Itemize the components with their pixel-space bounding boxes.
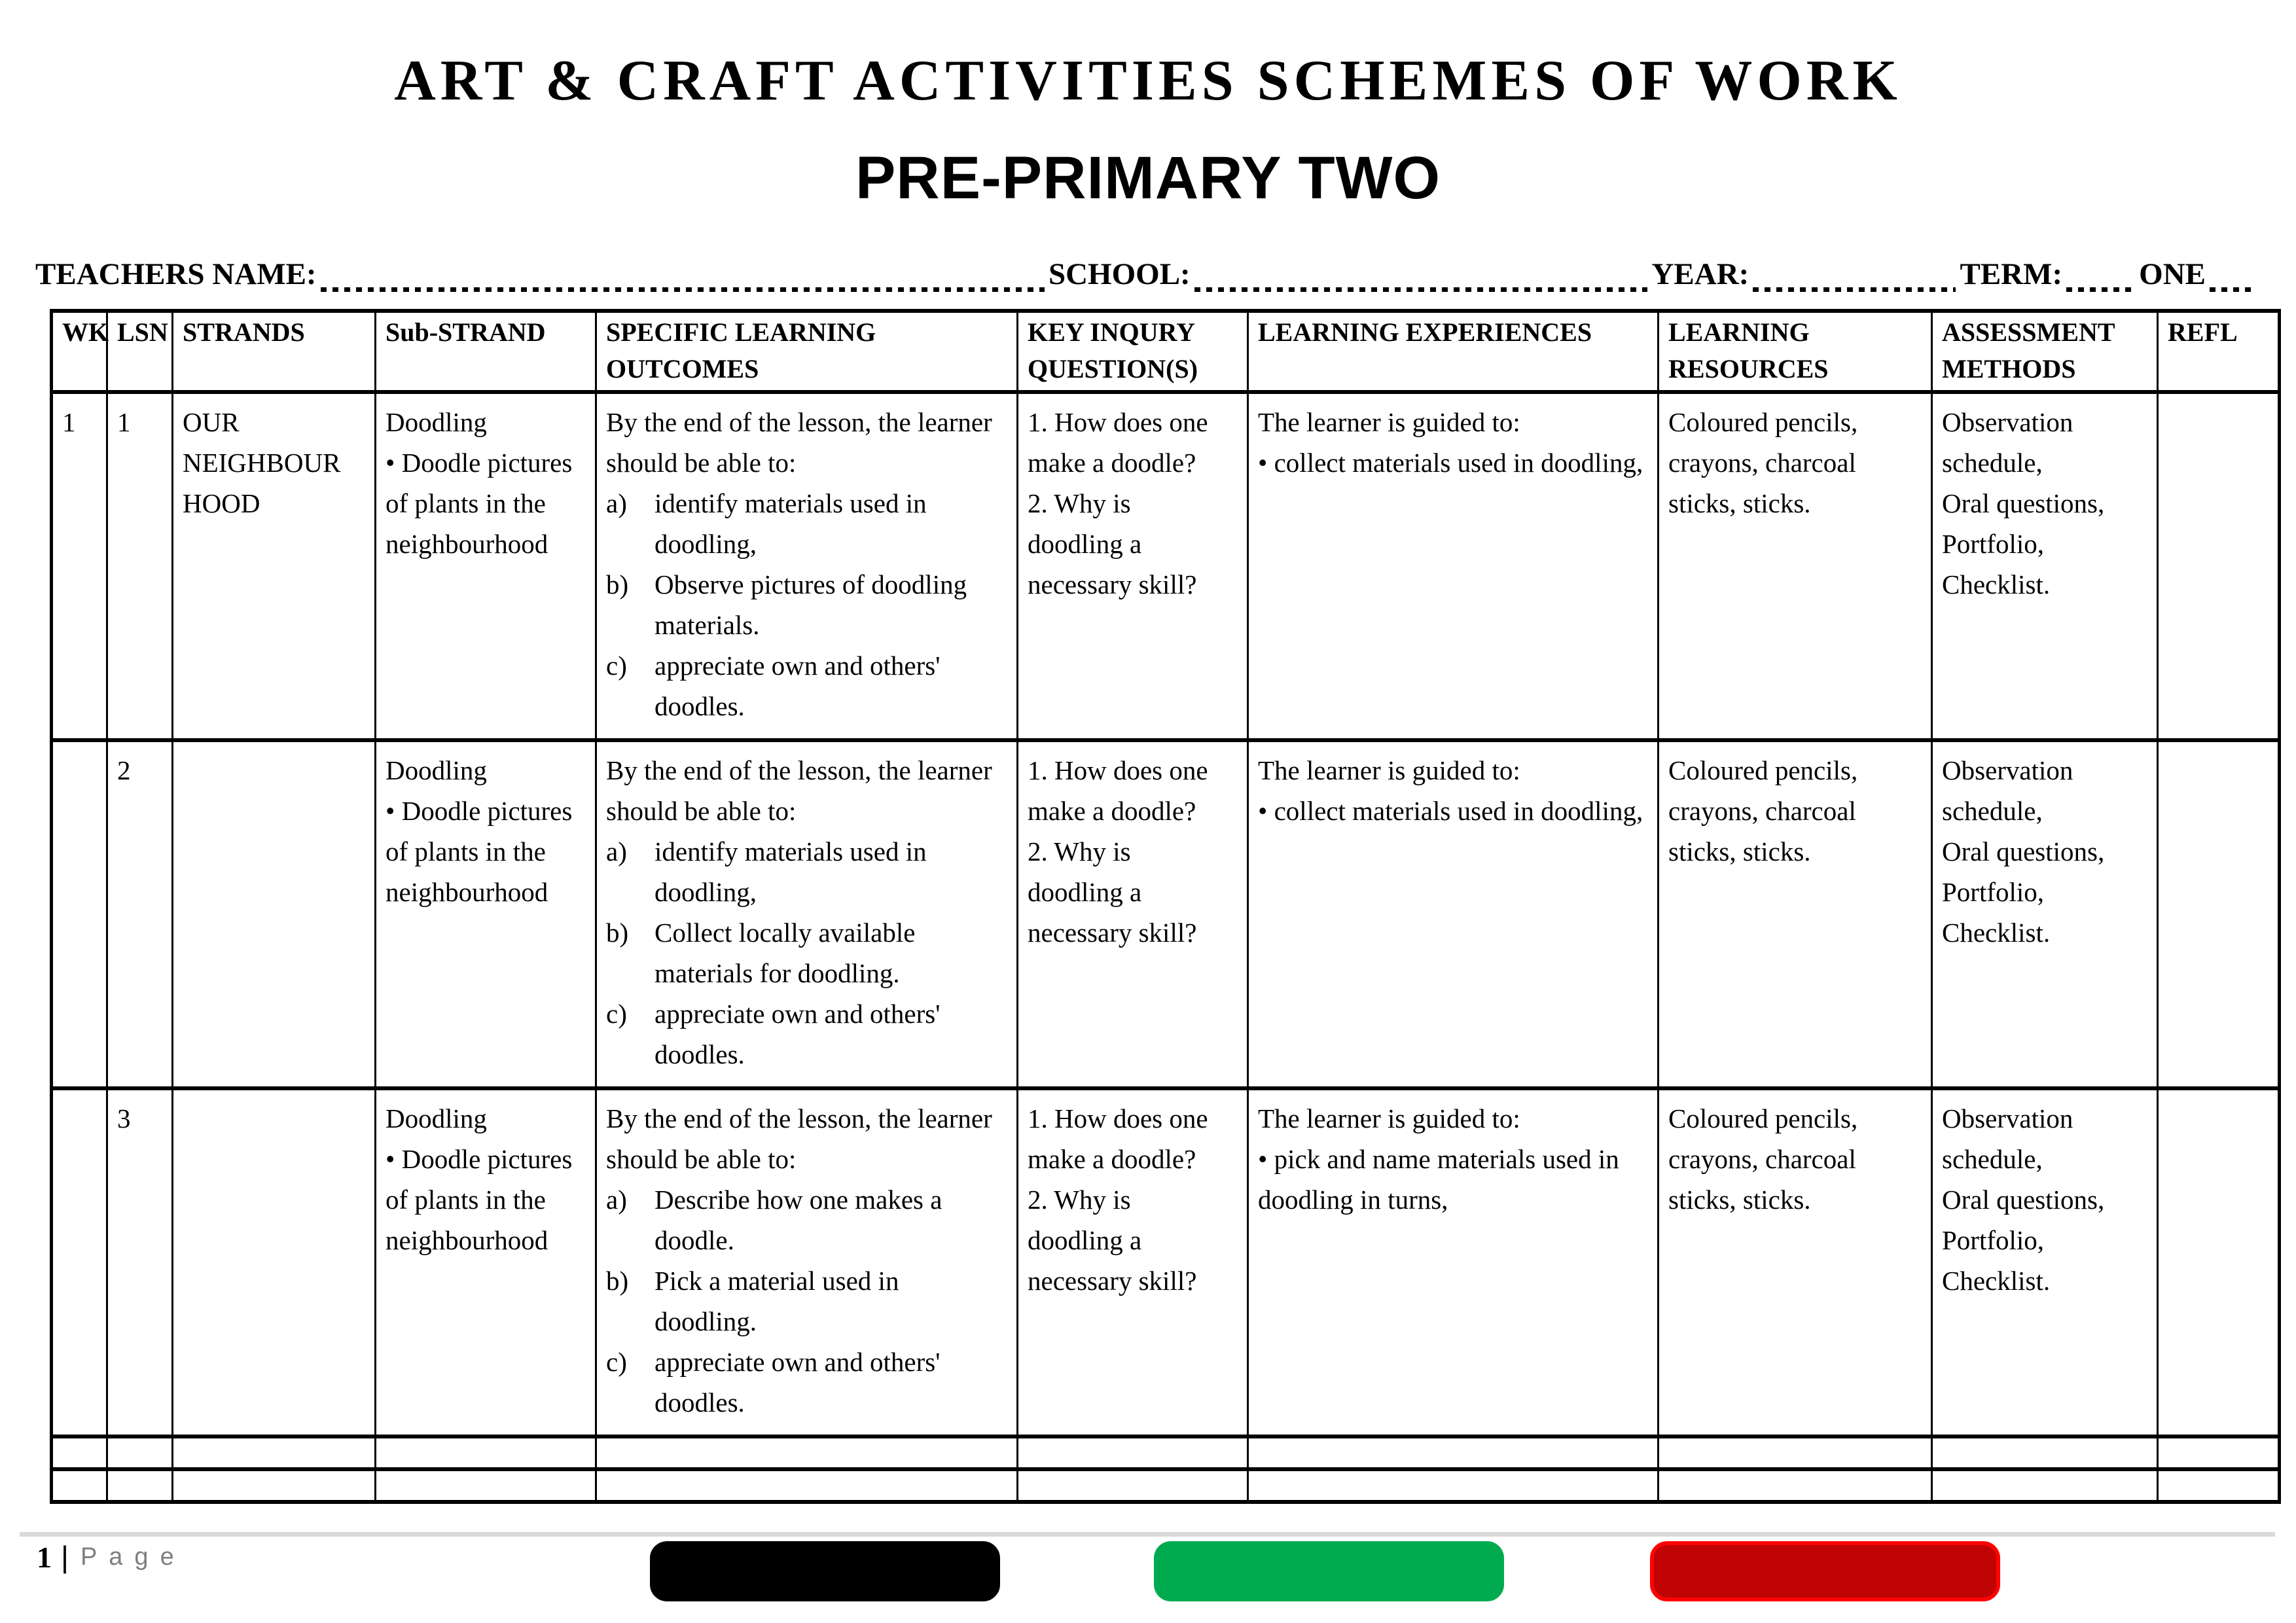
cell-week xyxy=(52,1469,107,1502)
outcome-item: b) Observe pictures of doodling materials. xyxy=(606,569,967,641)
col-header-strands: STRANDS xyxy=(173,311,376,392)
table-row xyxy=(52,392,2280,740)
cell-experiences xyxy=(1248,1436,1659,1469)
col-header-week: WK xyxy=(52,311,107,392)
page-number-separator: | xyxy=(61,1540,69,1574)
cell-sub-strand: Doodling • Doodle pictures of plants in the neighbourhood xyxy=(376,392,596,740)
col-header-lesson: LSN xyxy=(107,311,173,392)
cell-outcomes: By the end of the lesson, the learner should be able to: a) Describe how one makes a doodle. b) Pick a material used in doodling. c) appreciate own and others' doodles. xyxy=(596,1088,1018,1436)
cell-experiences: The learner is guided to: • collect materials used in doodling, xyxy=(1248,740,1659,1088)
cell-week xyxy=(52,740,107,1088)
term-blank-end xyxy=(2210,270,2257,292)
cell-resources: Coloured pencils, crayons, charcoal sticks, sticks. xyxy=(1659,392,1932,740)
table-row xyxy=(52,740,2280,1088)
action-button-red[interactable] xyxy=(1650,1541,2000,1601)
outcome-item: c) appreciate own and others' doodles. xyxy=(606,999,941,1070)
col-header-key-inquiry: KEY INQURY QUESTION(S) xyxy=(1018,311,1248,392)
cell-experiences xyxy=(1248,1469,1659,1502)
year-label: YEAR: xyxy=(1651,257,1749,292)
cell-strand xyxy=(173,1436,376,1469)
cell-lesson xyxy=(107,1469,173,1502)
meta-line xyxy=(35,257,2261,292)
document-title: ART & CRAFT ACTIVITIES SCHEMES OF WORK xyxy=(394,49,1902,113)
cell-resources: Coloured pencils, crayons, charcoal sticks, sticks. xyxy=(1659,740,1932,1088)
cell-key-inquiry: 1. How does one make a doodle? 2. Why is doodling a necessary skill? xyxy=(1018,1088,1248,1436)
term-blank xyxy=(2066,270,2135,292)
schemes-table-body xyxy=(52,392,2280,1502)
cell-resources: Coloured pencils, crayons, charcoal sticks, sticks. xyxy=(1659,1088,1932,1436)
col-header-resources: LEARNING RESOURCES xyxy=(1659,311,1932,392)
cell-reflection xyxy=(2158,1088,2280,1436)
school-blank xyxy=(1194,270,1648,292)
cell-key-inquiry xyxy=(1018,1469,1248,1502)
cell-strand xyxy=(173,1469,376,1502)
year-blank xyxy=(1753,270,1956,292)
col-header-experiences: LEARNING EXPERIENCES xyxy=(1248,311,1659,392)
col-header-reflection: REFL xyxy=(2158,311,2280,392)
col-header-sub-strand: Sub-STRAND xyxy=(376,311,596,392)
cell-sub-strand: Doodling • Doodle pictures of plants in the neighbourhood xyxy=(376,1088,596,1436)
col-header-assessment: ASSESSMENT METHODS xyxy=(1932,311,2158,392)
cell-key-inquiry xyxy=(1018,1436,1248,1469)
cell-reflection xyxy=(2158,740,2280,1088)
cell-outcomes xyxy=(596,1469,1018,1502)
cell-strand xyxy=(173,740,376,1088)
footer-divider xyxy=(20,1532,2275,1537)
cell-week: 1 xyxy=(52,392,107,740)
teachers-name-label: TEACHERS NAME: xyxy=(35,257,317,292)
term-value: ONE xyxy=(2139,257,2206,292)
cell-key-inquiry: 1. How does one make a doodle? 2. Why is doodling a necessary skill? xyxy=(1018,392,1248,740)
cell-outcomes xyxy=(596,1436,1018,1469)
cell-assessment: Observation schedule, Oral questions, Portfolio, Checklist. xyxy=(1932,740,2158,1088)
outcome-item: c) appreciate own and others' doodles. xyxy=(606,1347,941,1418)
outcome-item: b) Pick a material used in doodling. xyxy=(606,1266,899,1337)
cell-experiences: The learner is guided to: • collect materials used in doodling, xyxy=(1248,392,1659,740)
cell-resources xyxy=(1659,1469,1932,1502)
schemes-of-work-table xyxy=(50,309,2281,1504)
table-header-row xyxy=(52,311,2280,392)
cell-key-inquiry: 1. How does one make a doodle? 2. Why is doodling a necessary skill? xyxy=(1018,740,1248,1088)
table-row-empty xyxy=(52,1436,2280,1469)
cell-experiences: The learner is guided to: • pick and name materials used in doodling in turns, xyxy=(1248,1088,1659,1436)
table-row-empty xyxy=(52,1469,2280,1502)
cell-week xyxy=(52,1436,107,1469)
cell-lesson: 2 xyxy=(107,740,173,1088)
cell-lesson xyxy=(107,1436,173,1469)
cell-assessment: Observation schedule, Oral questions, Portfolio, Checklist. xyxy=(1932,1088,2158,1436)
cell-sub-strand xyxy=(376,1436,596,1469)
cell-strand: OUR NEIGHBOURHOOD xyxy=(173,392,376,740)
cell-resources xyxy=(1659,1436,1932,1469)
outcome-item: a) identify materials used in doodling, xyxy=(606,488,927,560)
outcome-item: b) Collect locally available materials for doodling. xyxy=(606,918,916,989)
cell-week xyxy=(52,1088,107,1436)
cell-outcomes: By the end of the lesson, the learner should be able to: a) identify materials used in doodling, b) Observe pictures of doodling materials. c) appreciate own and others' doodles. xyxy=(596,392,1018,740)
action-button-black[interactable] xyxy=(650,1541,1000,1601)
action-button-green[interactable] xyxy=(1154,1541,1504,1601)
cell-strand xyxy=(173,1088,376,1436)
page-label: Page xyxy=(80,1543,186,1571)
cell-outcomes: By the end of the lesson, the learner should be able to: a) identify materials used in doodling, b) Collect locally available materials for doodling. c) appreciate own and others' doodles. xyxy=(596,740,1018,1088)
cell-assessment: Observation schedule, Oral questions, Portfolio, Checklist. xyxy=(1932,392,2158,740)
cell-assessment xyxy=(1932,1469,2158,1502)
cell-reflection xyxy=(2158,1469,2280,1502)
cell-lesson: 3 xyxy=(107,1088,173,1436)
outcome-item: c) appreciate own and others' doodles. xyxy=(606,651,941,722)
cell-reflection xyxy=(2158,1436,2280,1469)
cell-sub-strand xyxy=(376,1469,596,1502)
outcome-item: a) identify materials used in doodling, xyxy=(606,836,927,908)
term-label: TERM: xyxy=(1960,257,2063,292)
cell-sub-strand: Doodling • Doodle pictures of plants in the neighbourhood xyxy=(376,740,596,1088)
cell-lesson: 1 xyxy=(107,392,173,740)
cell-reflection xyxy=(2158,392,2280,740)
cell-assessment xyxy=(1932,1436,2158,1469)
outcome-item: a) Describe how one makes a doodle. xyxy=(606,1185,942,1256)
teachers-name-blank xyxy=(321,270,1045,292)
table-row xyxy=(52,1088,2280,1436)
page-footer xyxy=(37,1539,186,1575)
document-subtitle: PRE-PRIMARY TWO xyxy=(855,145,1441,212)
page-number: 1 xyxy=(37,1540,52,1574)
col-header-outcomes: SPECIFIC LEARNING OUTCOMES xyxy=(596,311,1018,392)
school-label: SCHOOL: xyxy=(1048,257,1191,292)
